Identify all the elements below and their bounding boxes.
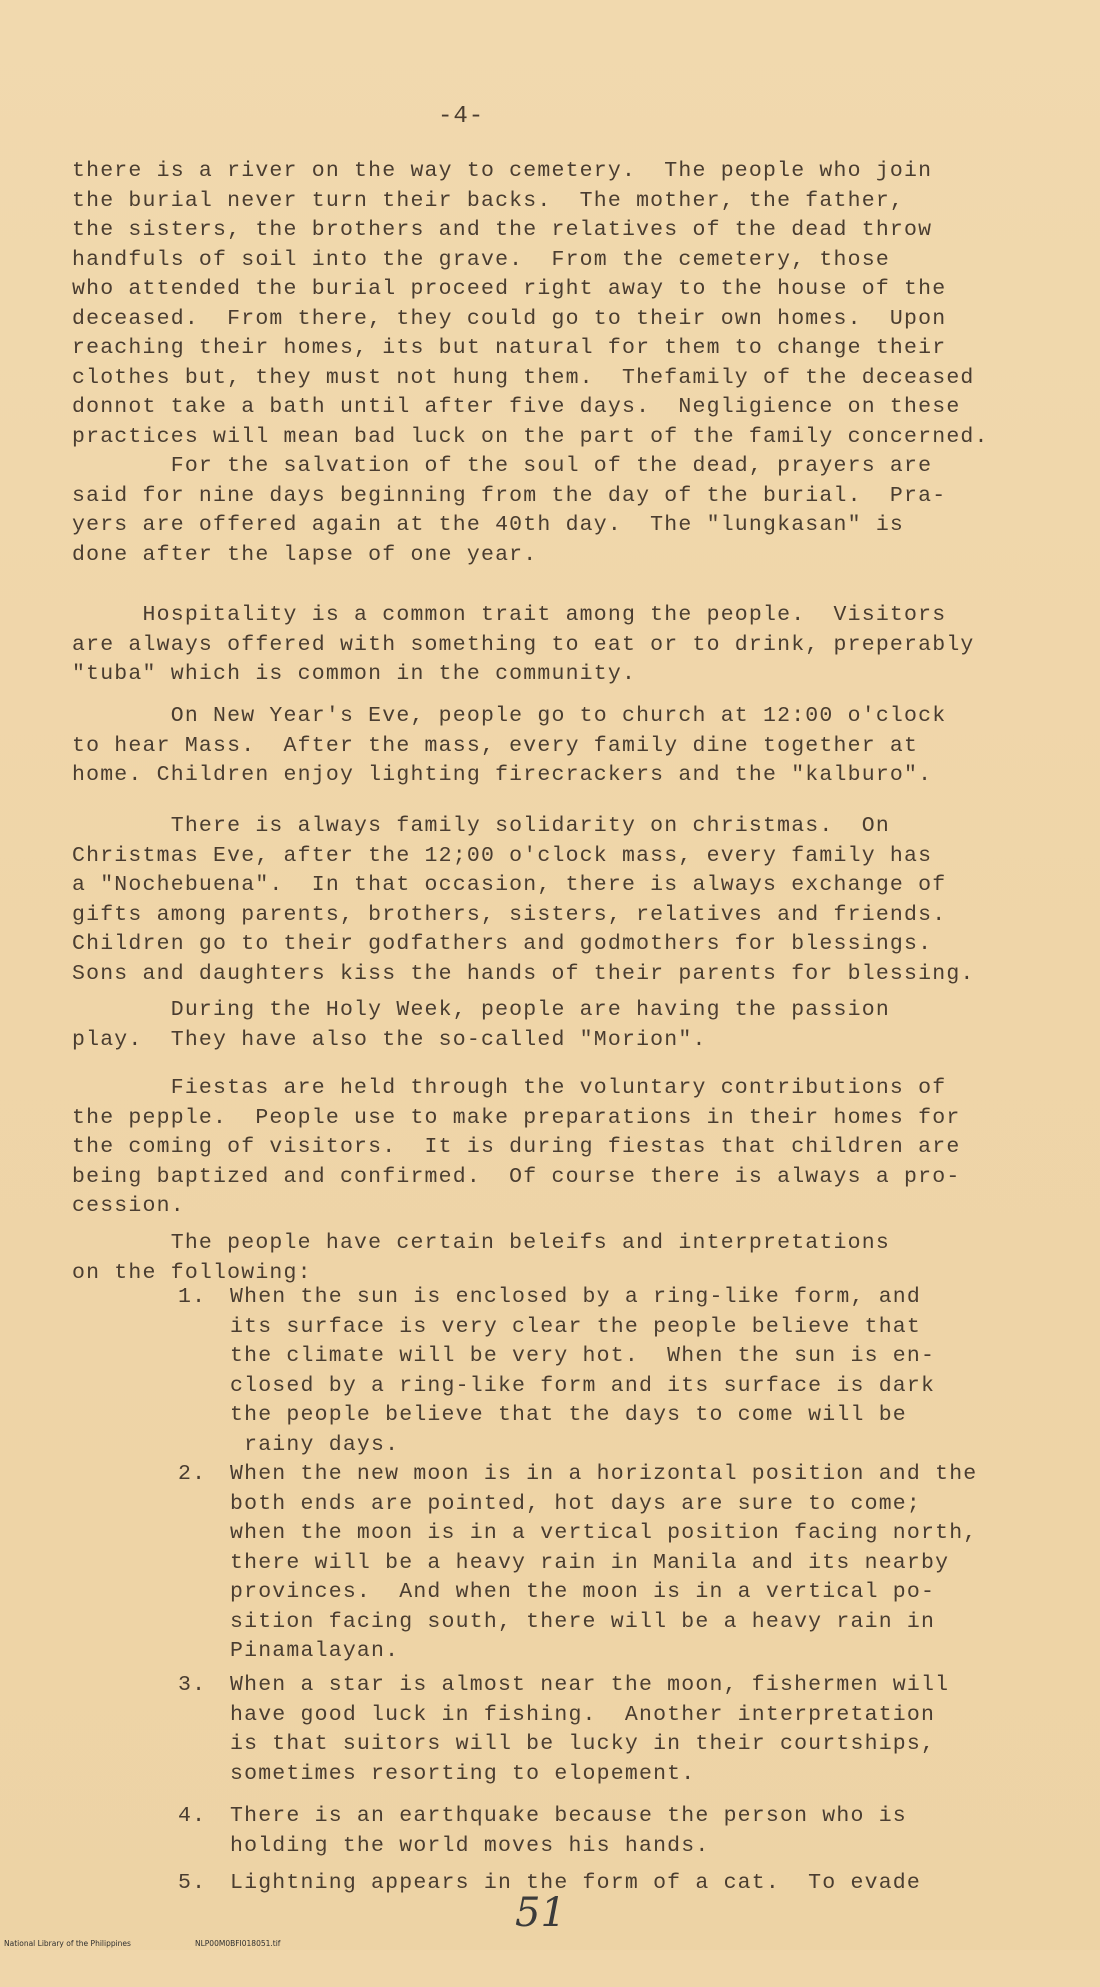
handwritten-page-number: 51 <box>515 1890 566 1936</box>
paragraph-hospitality: Hospitality is a common trait among the people. Visitors are always offered with something to eat or to drink, preperably "tuba" which is common in the community. <box>72 603 975 686</box>
paragraph-new-year: On New Year's Eve, people go to church at 12:00 o'clock to hear Mass. After the mass, every family dine together at home. Children enjoy lighting firecrackers and the "kalburo". <box>72 704 947 787</box>
paragraph-christmas: There is always family solidarity on christmas. On Christmas Eve, after the 12;00 o'clock mass, every family has a "Nochebuena". In that occasion, there is always exchange of gifts among parents, brothers, sisters, relatives and friends. Children go to their godfathers and godmothers for blessings. Sons and daughters kiss the hands of their parents for blessing. <box>72 814 975 986</box>
list-item-text: When the sun is enclosed by a ring-like form, and its surface is very clear the people believe that the climate will be very hot. When the sun is en- closed by a ring-like form and its surface is dark the people believe that the days to come will be rainy days. <box>230 1285 936 1457</box>
list-item <box>178 1869 1058 1987</box>
paragraph-holy-week: During the Holy Week, people are having the passion play. They have also the so-called "Morion". <box>72 998 890 1052</box>
list-item <box>178 1460 1058 1663</box>
paragraph-burial-customs: there is a river on the way to cemetery. The people who join the burial never turn their backs. The mother, the father, the sisters, the brothers and the relatives of the dead throw handfuls of soil into the grave. From the cemetery, those who attended the burial proceed right away to the house of the deceased. From there, they could go to their own homes. Upon reaching their homes, its but natural for them to change their clothes but, they must not hung them. Thefamily of the deceased donnot take a bath until after five days. Negligience on these practices will mean bad luck on the part of the family concerned. For the salvation of the soul of the dead, prayers are said for nine days beginning from the day of the burial. Pra- yers are offered again at the 40th day. The "lungkasan" is done after the lapse of one year. <box>72 159 989 567</box>
list-item <box>178 1283 1058 1457</box>
list-item <box>178 1671 1058 1789</box>
list-item-number: 2. <box>178 1462 207 1486</box>
list-item-text: When the new moon is in a horizontal position and the both ends are pointed, hot days are sure to come; when the moon is in a vertical position facing north, there will be a heavy rain in Manila and its nearby provinces. And when the moon is in a vertical po- sition facing south, there will be a heavy rain in Pinamalayan. <box>230 1462 978 1663</box>
list-item-number: 3. <box>178 1673 207 1697</box>
list-item-text: There is an earthquake because the person who is holding the world moves his hands. <box>230 1804 907 1858</box>
list-item-number: 4. <box>178 1804 207 1828</box>
list-item-text: Lightning appears in the form of a cat. To evade <box>230 1871 922 1895</box>
paragraph-fiestas: Fiestas are held through the voluntary contributions of the pepple. People use to make preparations in their homes for the coming of visitors. It is during fiestas that children are being baptized and confirmed. Of course there is always a pro- cession. <box>72 1076 961 1218</box>
paragraph-beliefs-intro: The people have certain beleifs and interpretations on the following: <box>72 1231 890 1285</box>
list-item-number: 1. <box>178 1285 207 1309</box>
page-number: -4- <box>438 103 485 130</box>
list-item-text: When a star is almost near the moon, fishermen will have good luck in fishing. Another interpretation is that suitors will be lucky in their courtships, sometimes resorting to elopement. <box>230 1673 950 1786</box>
footer-library: National Library of the Philippines <box>4 1939 131 1948</box>
footer-bar <box>0 1937 1100 1950</box>
footer-filename: NLP00M0BFI018051.tif <box>195 1939 281 1948</box>
list-item-number: 5. <box>178 1871 207 1895</box>
